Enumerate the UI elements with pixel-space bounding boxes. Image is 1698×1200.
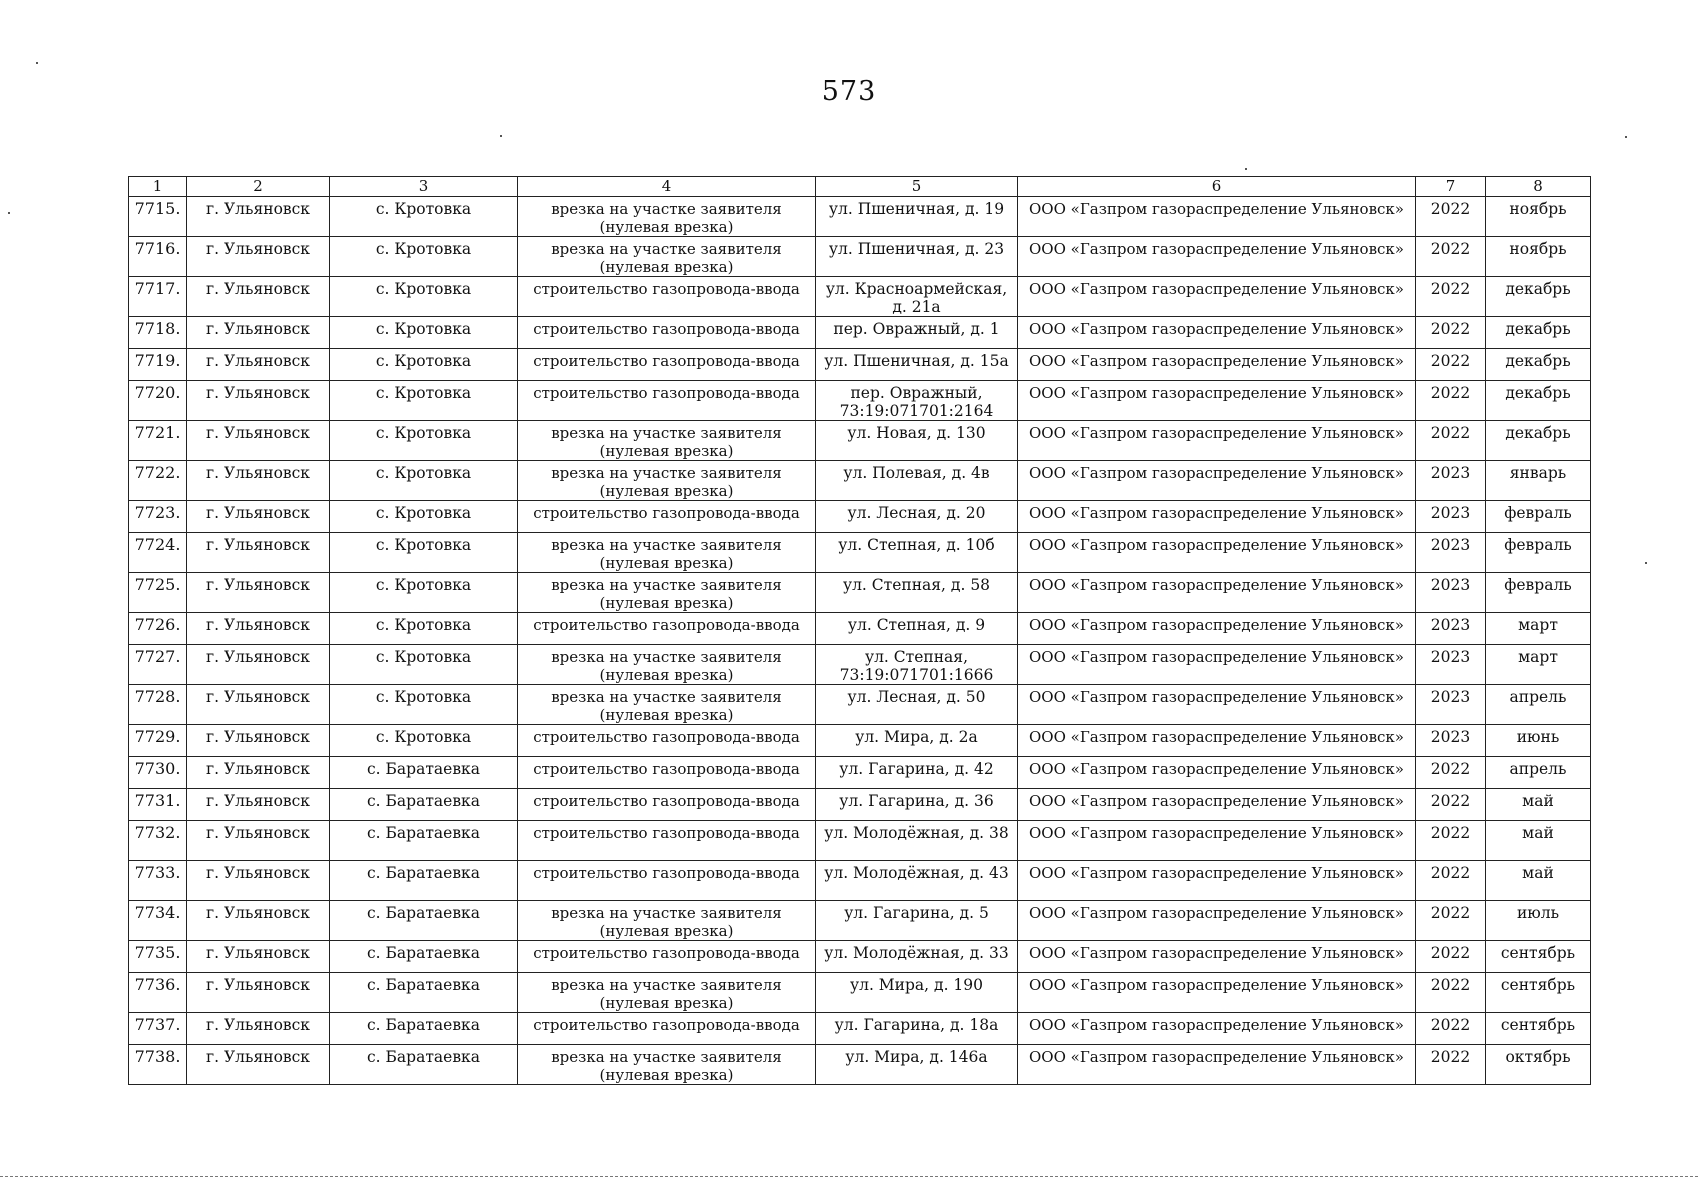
work-type-cell: строительство газопровода-ввода	[518, 757, 816, 789]
column-header: 3	[330, 177, 518, 197]
address-cell: ул. Степная, 73:19:071701:1666	[816, 645, 1018, 685]
month-cell: декабрь	[1486, 349, 1591, 381]
city-cell: г. Ульяновск	[187, 941, 330, 973]
year-cell: 2022	[1416, 1045, 1486, 1085]
settlement-cell: с. Кротовка	[330, 381, 518, 421]
gas-connection-table	[128, 176, 1591, 1085]
address-cell: ул. Лесная, д. 50	[816, 685, 1018, 725]
work-type-cell: строительство газопровода-ввода	[518, 501, 816, 533]
month-cell: декабрь	[1486, 421, 1591, 461]
row-number-cell: 7718.	[129, 317, 187, 349]
table-row	[129, 645, 1591, 685]
work-type-cell: строительство газопровода-ввода	[518, 861, 816, 901]
table-row	[129, 861, 1591, 901]
row-number-cell: 7717.	[129, 277, 187, 317]
organization-cell: ООО «Газпром газораспределение Ульяновск»	[1018, 645, 1416, 685]
work-type-cell: строительство газопровода-ввода	[518, 613, 816, 645]
organization-cell: ООО «Газпром газораспределение Ульяновск»	[1018, 317, 1416, 349]
table-row	[129, 973, 1591, 1013]
month-cell: февраль	[1486, 533, 1591, 573]
city-cell: г. Ульяновск	[187, 501, 330, 533]
year-cell: 2023	[1416, 573, 1486, 613]
settlement-cell: с. Кротовка	[330, 461, 518, 501]
city-cell: г. Ульяновск	[187, 821, 330, 861]
settlement-cell: с. Кротовка	[330, 725, 518, 757]
table-row	[129, 317, 1591, 349]
organization-cell: ООО «Газпром газораспределение Ульяновск»	[1018, 861, 1416, 901]
header-row	[129, 177, 1591, 197]
scan-speck	[8, 212, 10, 214]
row-number-cell: 7723.	[129, 501, 187, 533]
city-cell: г. Ульяновск	[187, 381, 330, 421]
address-cell: ул. Молодёжная, д. 33	[816, 941, 1018, 973]
address-cell: ул. Пшеничная, д. 19	[816, 197, 1018, 237]
settlement-cell: с. Баратаевка	[330, 789, 518, 821]
table-row	[129, 461, 1591, 501]
column-header: 6	[1018, 177, 1416, 197]
settlement-cell: с. Кротовка	[330, 573, 518, 613]
month-cell: апрель	[1486, 685, 1591, 725]
month-cell: ноябрь	[1486, 197, 1591, 237]
work-type-cell: строительство газопровода-ввода	[518, 725, 816, 757]
row-number-cell: 7725.	[129, 573, 187, 613]
column-header: 5	[816, 177, 1018, 197]
city-cell: г. Ульяновск	[187, 645, 330, 685]
row-number-cell: 7726.	[129, 613, 187, 645]
settlement-cell: с. Баратаевка	[330, 901, 518, 941]
year-cell: 2022	[1416, 197, 1486, 237]
row-number-cell: 7721.	[129, 421, 187, 461]
scan-edge-line	[0, 1176, 1698, 1177]
city-cell: г. Ульяновск	[187, 317, 330, 349]
settlement-cell: с. Баратаевка	[330, 941, 518, 973]
year-cell: 2022	[1416, 1013, 1486, 1045]
organization-cell: ООО «Газпром газораспределение Ульяновск»	[1018, 237, 1416, 277]
work-type-cell: врезка на участке заявителя (нулевая врезка)	[518, 645, 816, 685]
organization-cell: ООО «Газпром газораспределение Ульяновск»	[1018, 789, 1416, 821]
address-cell: ул. Гагарина, д. 36	[816, 789, 1018, 821]
address-cell: ул. Мира, д. 190	[816, 973, 1018, 1013]
month-cell: сентябрь	[1486, 1013, 1591, 1045]
city-cell: г. Ульяновск	[187, 973, 330, 1013]
month-cell: май	[1486, 861, 1591, 901]
organization-cell: ООО «Газпром газораспределение Ульяновск»	[1018, 349, 1416, 381]
work-type-cell: врезка на участке заявителя (нулевая врезка)	[518, 1045, 816, 1085]
row-number-cell: 7728.	[129, 685, 187, 725]
month-cell: март	[1486, 613, 1591, 645]
row-number-cell: 7732.	[129, 821, 187, 861]
address-cell: ул. Молодёжная, д. 38	[816, 821, 1018, 861]
organization-cell: ООО «Газпром газораспределение Ульяновск»	[1018, 685, 1416, 725]
year-cell: 2022	[1416, 789, 1486, 821]
row-number-cell: 7730.	[129, 757, 187, 789]
year-cell: 2023	[1416, 501, 1486, 533]
organization-cell: ООО «Газпром газораспределение Ульяновск»	[1018, 381, 1416, 421]
table-row	[129, 685, 1591, 725]
settlement-cell: с. Баратаевка	[330, 861, 518, 901]
organization-cell: ООО «Газпром газораспределение Ульяновск»	[1018, 941, 1416, 973]
row-number-cell: 7738.	[129, 1045, 187, 1085]
month-cell: октябрь	[1486, 1045, 1591, 1085]
table-row	[129, 725, 1591, 757]
year-cell: 2023	[1416, 461, 1486, 501]
row-number-cell: 7716.	[129, 237, 187, 277]
organization-cell: ООО «Газпром газораспределение Ульяновск»	[1018, 973, 1416, 1013]
city-cell: г. Ульяновск	[187, 757, 330, 789]
address-cell: ул. Мира, д. 2а	[816, 725, 1018, 757]
address-cell: ул. Степная, д. 10б	[816, 533, 1018, 573]
year-cell: 2023	[1416, 613, 1486, 645]
table-row	[129, 421, 1591, 461]
organization-cell: ООО «Газпром газораспределение Ульяновск»	[1018, 461, 1416, 501]
city-cell: г. Ульяновск	[187, 421, 330, 461]
settlement-cell: с. Кротовка	[330, 645, 518, 685]
month-cell: декабрь	[1486, 381, 1591, 421]
year-cell: 2023	[1416, 533, 1486, 573]
month-cell: сентябрь	[1486, 941, 1591, 973]
table-row	[129, 501, 1591, 533]
address-cell: ул. Гагарина, д. 18а	[816, 1013, 1018, 1045]
year-cell: 2022	[1416, 381, 1486, 421]
settlement-cell: с. Баратаевка	[330, 821, 518, 861]
year-cell: 2022	[1416, 861, 1486, 901]
work-type-cell: врезка на участке заявителя (нулевая врезка)	[518, 461, 816, 501]
row-number-cell: 7735.	[129, 941, 187, 973]
settlement-cell: с. Баратаевка	[330, 973, 518, 1013]
settlement-cell: с. Кротовка	[330, 613, 518, 645]
address-cell: ул. Молодёжная, д. 43	[816, 861, 1018, 901]
address-cell: ул. Пшеничная, д. 15а	[816, 349, 1018, 381]
table-row	[129, 1045, 1591, 1085]
month-cell: декабрь	[1486, 317, 1591, 349]
table-row	[129, 533, 1591, 573]
year-cell: 2022	[1416, 973, 1486, 1013]
settlement-cell: с. Кротовка	[330, 421, 518, 461]
settlement-cell: с. Кротовка	[330, 317, 518, 349]
address-cell: ул. Мира, д. 146а	[816, 1045, 1018, 1085]
organization-cell: ООО «Газпром газораспределение Ульяновск»	[1018, 533, 1416, 573]
settlement-cell: с. Кротовка	[330, 685, 518, 725]
city-cell: г. Ульяновск	[187, 901, 330, 941]
row-number-cell: 7719.	[129, 349, 187, 381]
address-cell: ул. Степная, д. 58	[816, 573, 1018, 613]
year-cell: 2022	[1416, 237, 1486, 277]
work-type-cell: врезка на участке заявителя (нулевая врезка)	[518, 421, 816, 461]
column-header: 8	[1486, 177, 1591, 197]
settlement-cell: с. Кротовка	[330, 277, 518, 317]
table-row	[129, 237, 1591, 277]
city-cell: г. Ульяновск	[187, 237, 330, 277]
work-type-cell: врезка на участке заявителя (нулевая врезка)	[518, 533, 816, 573]
year-cell: 2023	[1416, 645, 1486, 685]
scan-speck	[1625, 136, 1627, 138]
month-cell: сентябрь	[1486, 973, 1591, 1013]
city-cell: г. Ульяновск	[187, 197, 330, 237]
year-cell: 2022	[1416, 277, 1486, 317]
city-cell: г. Ульяновск	[187, 461, 330, 501]
month-cell: декабрь	[1486, 277, 1591, 317]
column-header: 7	[1416, 177, 1486, 197]
work-type-cell: строительство газопровода-ввода	[518, 1013, 816, 1045]
work-type-cell: строительство газопровода-ввода	[518, 941, 816, 973]
organization-cell: ООО «Газпром газораспределение Ульяновск»	[1018, 1045, 1416, 1085]
city-cell: г. Ульяновск	[187, 861, 330, 901]
address-cell: ул. Новая, д. 130	[816, 421, 1018, 461]
address-cell: пер. Овражный, 73:19:071701:2164	[816, 381, 1018, 421]
city-cell: г. Ульяновск	[187, 1045, 330, 1085]
scan-speck	[500, 135, 502, 137]
address-cell: ул. Полевая, д. 4в	[816, 461, 1018, 501]
scan-speck	[36, 62, 38, 64]
city-cell: г. Ульяновск	[187, 789, 330, 821]
settlement-cell: с. Кротовка	[330, 197, 518, 237]
scan-speck	[1645, 562, 1647, 564]
month-cell: ноябрь	[1486, 237, 1591, 277]
work-type-cell: строительство газопровода-ввода	[518, 789, 816, 821]
work-type-cell: строительство газопровода-ввода	[518, 349, 816, 381]
table-header	[129, 177, 1591, 197]
work-type-cell: строительство газопровода-ввода	[518, 381, 816, 421]
address-cell: пер. Овражный, д. 1	[816, 317, 1018, 349]
address-cell: ул. Гагарина, д. 5	[816, 901, 1018, 941]
address-cell: ул. Красноармейская, д. 21а	[816, 277, 1018, 317]
organization-cell: ООО «Газпром газораспределение Ульяновск»	[1018, 421, 1416, 461]
organization-cell: ООО «Газпром газораспределение Ульяновск»	[1018, 197, 1416, 237]
organization-cell: ООО «Газпром газораспределение Ульяновск»	[1018, 725, 1416, 757]
column-header: 1	[129, 177, 187, 197]
city-cell: г. Ульяновск	[187, 1013, 330, 1045]
month-cell: май	[1486, 789, 1591, 821]
table-row	[129, 573, 1591, 613]
settlement-cell: с. Кротовка	[330, 237, 518, 277]
year-cell: 2023	[1416, 685, 1486, 725]
table-row	[129, 381, 1591, 421]
organization-cell: ООО «Газпром газораспределение Ульяновск»	[1018, 901, 1416, 941]
city-cell: г. Ульяновск	[187, 349, 330, 381]
table-row	[129, 821, 1591, 861]
address-cell: ул. Лесная, д. 20	[816, 501, 1018, 533]
table-row	[129, 757, 1591, 789]
column-header: 4	[518, 177, 816, 197]
work-type-cell: строительство газопровода-ввода	[518, 821, 816, 861]
scan-speck	[1245, 168, 1247, 170]
year-cell: 2022	[1416, 821, 1486, 861]
table-row	[129, 1013, 1591, 1045]
organization-cell: ООО «Газпром газораспределение Ульяновск»	[1018, 573, 1416, 613]
work-type-cell: врезка на участке заявителя (нулевая врезка)	[518, 973, 816, 1013]
table-row	[129, 197, 1591, 237]
address-cell: ул. Гагарина, д. 42	[816, 757, 1018, 789]
page-number: 573	[821, 76, 877, 107]
row-number-cell: 7734.	[129, 901, 187, 941]
year-cell: 2022	[1416, 349, 1486, 381]
settlement-cell: с. Баратаевка	[330, 1045, 518, 1085]
settlement-cell: с. Баратаевка	[330, 757, 518, 789]
month-cell: апрель	[1486, 757, 1591, 789]
row-number-cell: 7733.	[129, 861, 187, 901]
work-type-cell: врезка на участке заявителя (нулевая врезка)	[518, 197, 816, 237]
month-cell: январь	[1486, 461, 1591, 501]
organization-cell: ООО «Газпром газораспределение Ульяновск»	[1018, 757, 1416, 789]
row-number-cell: 7727.	[129, 645, 187, 685]
row-number-cell: 7724.	[129, 533, 187, 573]
year-cell: 2022	[1416, 941, 1486, 973]
row-number-cell: 7737.	[129, 1013, 187, 1045]
city-cell: г. Ульяновск	[187, 277, 330, 317]
year-cell: 2022	[1416, 757, 1486, 789]
organization-cell: ООО «Газпром газораспределение Ульяновск»	[1018, 501, 1416, 533]
month-cell: март	[1486, 645, 1591, 685]
organization-cell: ООО «Газпром газораспределение Ульяновск»	[1018, 277, 1416, 317]
work-type-cell: врезка на участке заявителя (нулевая врезка)	[518, 901, 816, 941]
table-row	[129, 277, 1591, 317]
table-row	[129, 941, 1591, 973]
month-cell: май	[1486, 821, 1591, 861]
city-cell: г. Ульяновск	[187, 725, 330, 757]
row-number-cell: 7736.	[129, 973, 187, 1013]
month-cell: июнь	[1486, 725, 1591, 757]
year-cell: 2023	[1416, 725, 1486, 757]
organization-cell: ООО «Газпром газораспределение Ульяновск»	[1018, 1013, 1416, 1045]
year-cell: 2022	[1416, 901, 1486, 941]
table-row	[129, 901, 1591, 941]
year-cell: 2022	[1416, 317, 1486, 349]
row-number-cell: 7729.	[129, 725, 187, 757]
year-cell: 2022	[1416, 421, 1486, 461]
work-type-cell: строительство газопровода-ввода	[518, 277, 816, 317]
column-header: 2	[187, 177, 330, 197]
address-cell: ул. Пшеничная, д. 23	[816, 237, 1018, 277]
settlement-cell: с. Кротовка	[330, 533, 518, 573]
address-cell: ул. Степная, д. 9	[816, 613, 1018, 645]
city-cell: г. Ульяновск	[187, 533, 330, 573]
row-number-cell: 7720.	[129, 381, 187, 421]
row-number-cell: 7731.	[129, 789, 187, 821]
city-cell: г. Ульяновск	[187, 685, 330, 725]
organization-cell: ООО «Газпром газораспределение Ульяновск»	[1018, 613, 1416, 645]
month-cell: февраль	[1486, 501, 1591, 533]
work-type-cell: строительство газопровода-ввода	[518, 317, 816, 349]
month-cell: июль	[1486, 901, 1591, 941]
work-type-cell: врезка на участке заявителя (нулевая врезка)	[518, 685, 816, 725]
settlement-cell: с. Кротовка	[330, 501, 518, 533]
month-cell: февраль	[1486, 573, 1591, 613]
work-type-cell: врезка на участке заявителя (нулевая врезка)	[518, 237, 816, 277]
table-row	[129, 349, 1591, 381]
work-type-cell: врезка на участке заявителя (нулевая врезка)	[518, 573, 816, 613]
organization-cell: ООО «Газпром газораспределение Ульяновск»	[1018, 821, 1416, 861]
city-cell: г. Ульяновск	[187, 613, 330, 645]
table-row	[129, 789, 1591, 821]
row-number-cell: 7715.	[129, 197, 187, 237]
table-row	[129, 613, 1591, 645]
table-body	[129, 197, 1591, 1085]
row-number-cell: 7722.	[129, 461, 187, 501]
settlement-cell: с. Кротовка	[330, 349, 518, 381]
city-cell: г. Ульяновск	[187, 573, 330, 613]
settlement-cell: с. Баратаевка	[330, 1013, 518, 1045]
